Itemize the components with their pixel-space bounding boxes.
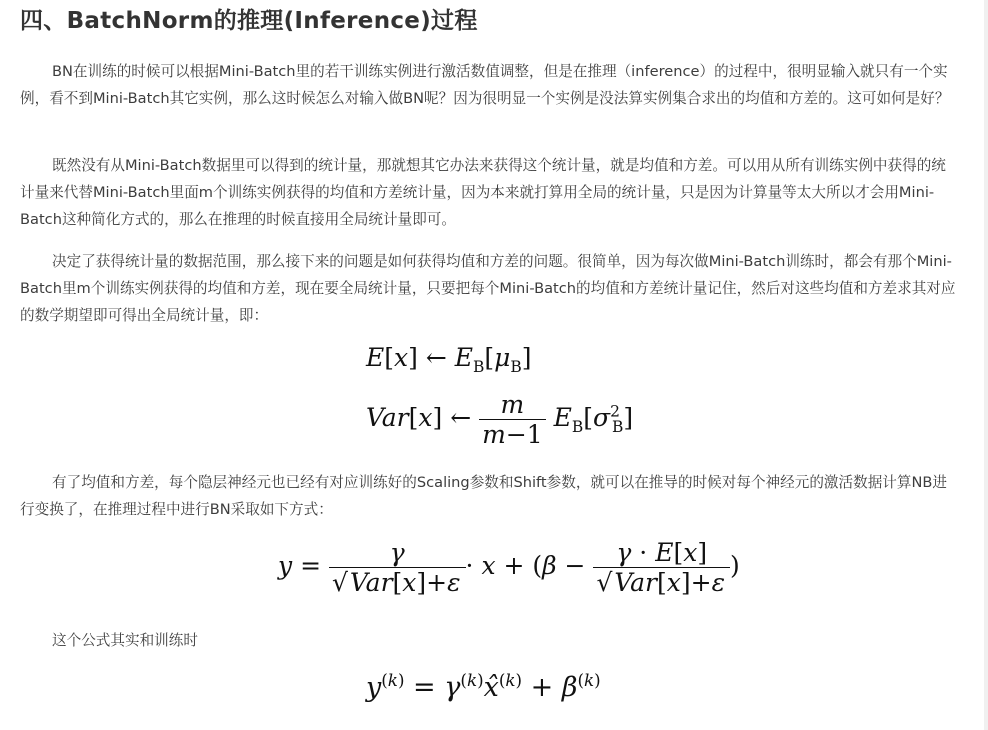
paragraph-4: 有了均值和方差，每个隐层神经元也已经有对应训练好的Scaling参数和Shift参数，就可以在推导的时候对每个神经元的激活数据计算NB进行变换了，在推理过程中进行BN采取如下方式： <box>20 474 948 518</box>
formula-bn-training: $y^{(k)}$ = $\gamma^{(k)}x̂^{(k)} + \beta^{(k)}$ <box>366 670 601 703</box>
formula-bn-inference: y = $\frac{\gamma}{\text{√Var[x]+ε}}$ · x + (β − $\frac{\gamma \cdot E[x]}{\text{√Var[x]+ε}}$ ) <box>278 538 740 597</box>
paragraph-5: 这个公式其实和训练时 <box>52 632 198 649</box>
paragraph-2: 既然没有从Mini-Batch数据里可以得到的统计量，那就想其它办法来获得这个统计量，就是均值和方差。可以用从所有训练实例中获得的统计量来代替Mini-Batch里面m个训练实例获得的均值和方差统计量，因为本来就打算用全局的统计量，只是因为计算量等太大所以才会用Mini-Batch这种简化方式的，那么在推理的时候直接用全局统计量即可。 <box>20 157 946 228</box>
page-scrollbar[interactable] <box>984 0 988 730</box>
paragraph-1: BN在训练的时候可以根据Mini-Batch里的若干训练实例进行激活数值调整，但是在推理（inference）的过程中，很明显输入就只有一个实例，看不到Mini-Batch其它实例，那么这时候怎么对输入做BN呢？因为很明显一个实例是没法算实例集合求出的均值和方差的。这可如何是好？ <box>20 63 950 107</box>
paragraph-3: 决定了获得统计量的数据范围，那么接下来的问题是如何获得均值和方差的问题。很简单，因为每次做Mini-Batch训练时，都会有那个Mini-Batch里m个训练实例获得的均值和方差，现在要全局统计量，只要把每个Mini-Batch的均值和方差统计量记住，然后对这些均值和方差求其对应的数学期望即可得出全局统计量，即： <box>20 253 956 324</box>
formula-variance-expectation: Var[x] ← $\frac{m}{m-1}$ $E_B[\sigma^2_B]$ <box>366 390 634 449</box>
formula-mean-expectation: E[x] ← $E_B[\mu_B]$ <box>366 343 532 376</box>
section-heading: 四、BatchNorm的推理(Inference)过程 <box>20 8 478 34</box>
